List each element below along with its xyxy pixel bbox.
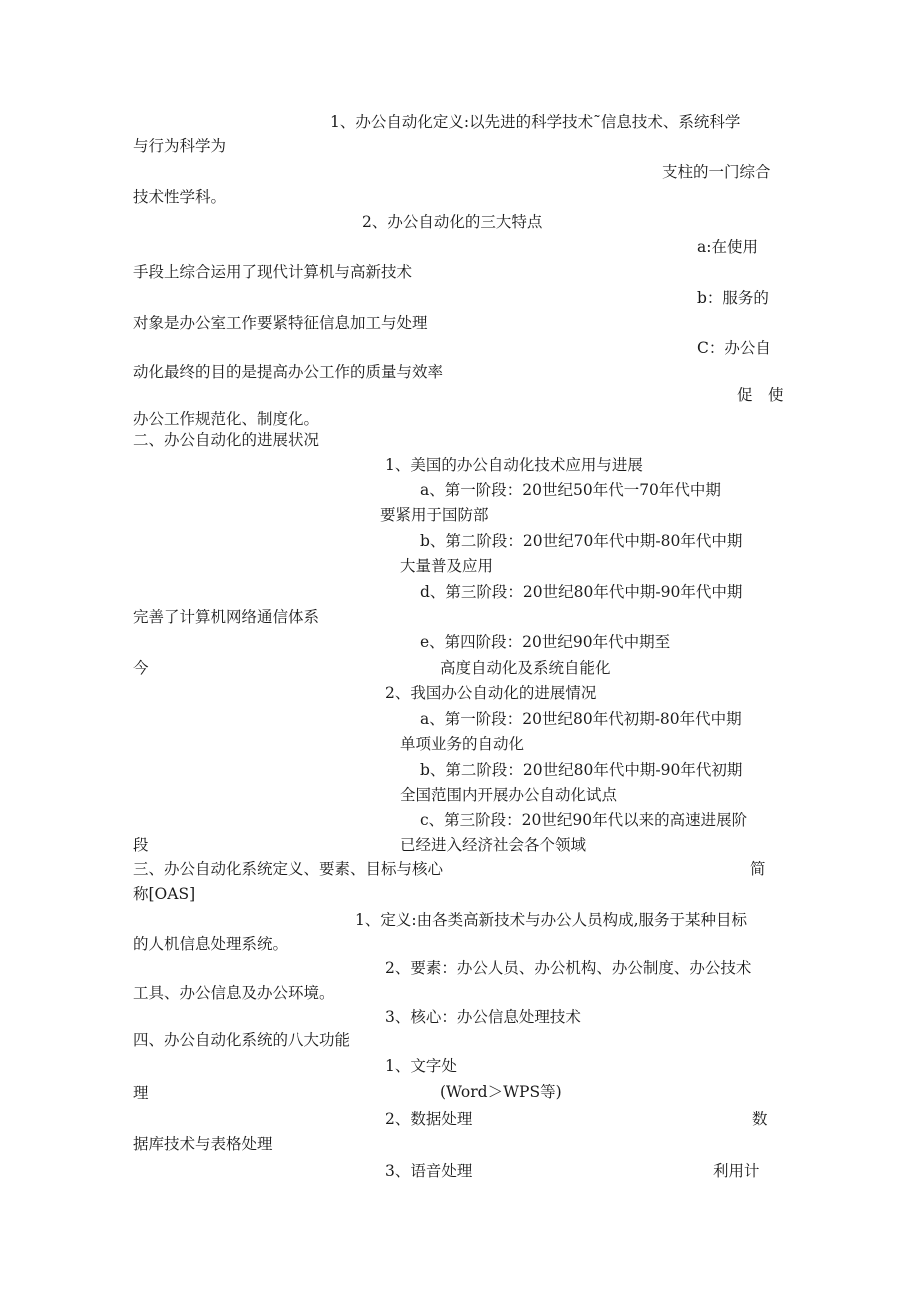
- text-line: 据库技术与表格处理: [133, 1135, 273, 1153]
- text-line: a、第一阶段：20世纪80年代初期-80年代中期: [420, 710, 742, 728]
- text-line: d、第三阶段：20世纪80年代中期-90年代中期: [420, 583, 743, 601]
- text-line: 单项业务的自动化: [400, 735, 525, 753]
- text-line: 支柱的一门综合: [662, 163, 771, 181]
- text-line: b：服务的: [697, 289, 769, 307]
- text-line: 动化最终的目的是提高办公工作的质量与效率: [133, 363, 444, 381]
- section-heading: 二、办公自动化的进展状况: [133, 431, 320, 449]
- text-line: 2、数据处理: [385, 1110, 473, 1128]
- text-line: 要紧用于国防部: [380, 506, 489, 524]
- text-line: 全国范围内开展办公自动化试点: [400, 786, 618, 804]
- text-line: 简: [750, 860, 766, 878]
- text-line: 的人机信息处理系统。: [133, 935, 289, 953]
- text-line: 与行为科学为: [133, 137, 227, 155]
- text-line: 技术性学科。: [133, 188, 227, 206]
- text-line: b、第二阶段：20世纪70年代中期-80年代中期: [420, 532, 743, 550]
- text-line: b、第二阶段：20世纪80年代中期-90年代初期: [420, 761, 743, 779]
- text-line: 3、核心：办公信息处理技术: [385, 1008, 581, 1026]
- text-line: C：办公自: [697, 339, 771, 357]
- text-line: a:在使用: [697, 238, 758, 256]
- text-line: 已经进入经济社会各个领域: [400, 836, 587, 854]
- text-line: 数: [752, 1110, 768, 1128]
- text-line: (Word＞WPS等): [440, 1083, 562, 1101]
- text-line: 3、语音处理: [385, 1162, 473, 1180]
- text-line: 办公工作规范化、制度化。: [133, 410, 320, 428]
- text-line: 手段上综合运用了现代计算机与高新技术: [133, 263, 413, 281]
- text-line: 称[OAS]: [133, 885, 196, 903]
- text-line: 利用计: [713, 1162, 760, 1180]
- text-line: 1、文字处: [385, 1057, 457, 1075]
- text-line: 对象是办公室工作要紧特征信息加工与处理: [133, 314, 428, 332]
- text-line: c、第三阶段：20世纪90年代以来的高速进展阶: [420, 811, 748, 829]
- text-line: 工具、办公信息及办公环境。: [133, 984, 335, 1002]
- text-line: 完善了计算机网络通信体系: [133, 608, 320, 626]
- section-heading: 三、办公自动化系统定义、要素、目标与核心: [133, 860, 444, 878]
- subsection-heading: 1、美国的办公自动化技术应用与进展: [385, 456, 643, 474]
- text-line: 1、办公自动化定义:以先进的科学技术˜信息技术、系统科学: [330, 113, 741, 131]
- subsection-heading: 2、办公自动化的三大特点: [362, 213, 543, 231]
- text-line: e、第四阶段：20世纪90年代中期至: [420, 633, 671, 651]
- section-heading: 四、办公自动化系统的八大功能: [133, 1031, 351, 1049]
- text-line: 段: [133, 836, 149, 854]
- text-line: a、第一阶段：20世纪50年代一70年代中期: [420, 481, 721, 499]
- text-line: 今: [133, 659, 149, 677]
- subsection-heading: 2、我国办公自动化的进展情况: [385, 684, 597, 702]
- text-line: 2、要素：办公人员、办公机构、办公制度、办公技术: [385, 959, 752, 977]
- text-line: 大量普及应用: [400, 557, 494, 575]
- text-line: 高度自动化及系统自能化: [440, 659, 611, 677]
- text-line: 理: [133, 1084, 149, 1102]
- text-line: 促 使: [737, 386, 784, 404]
- text-line: 1、定义:由各类高新技术与办公人员构成,服务于某种目标: [355, 911, 748, 929]
